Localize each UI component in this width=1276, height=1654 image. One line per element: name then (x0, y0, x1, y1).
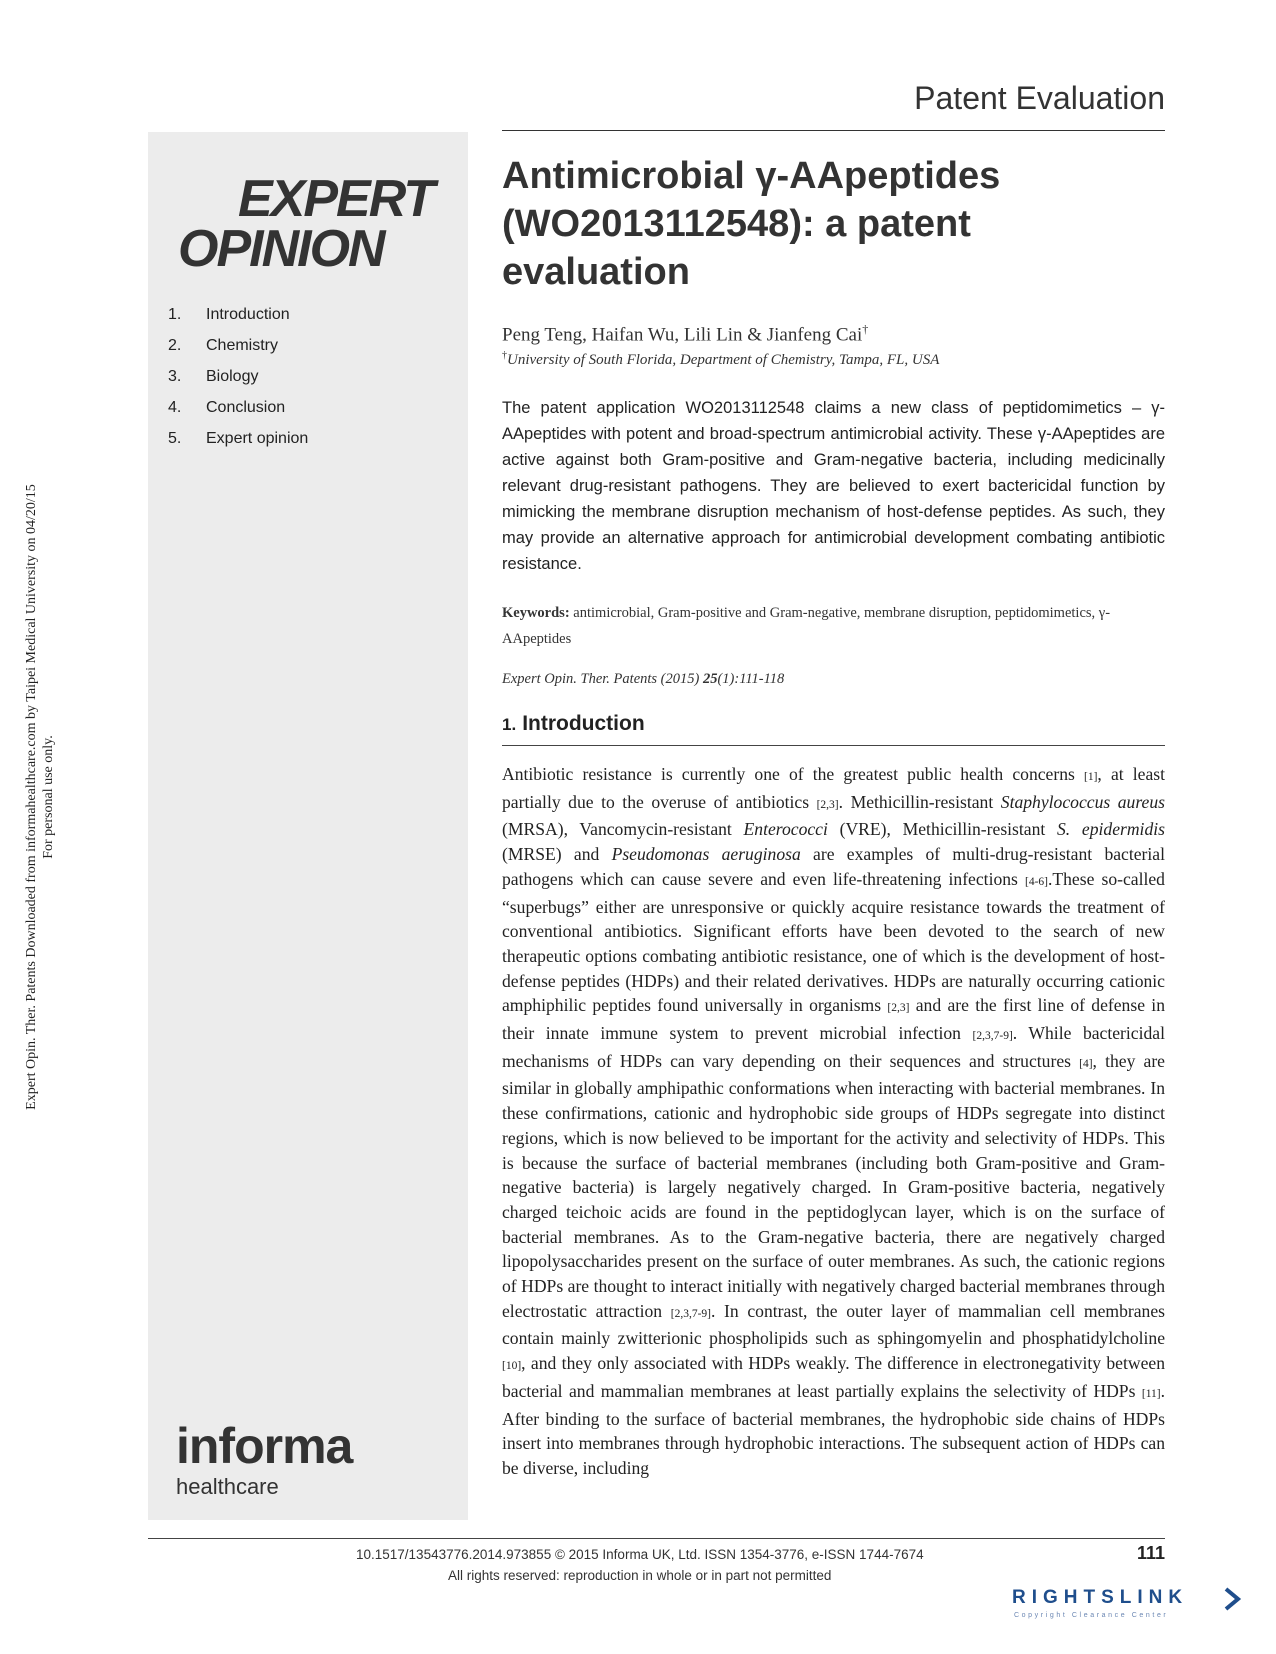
author-mark: † (862, 322, 869, 336)
body-text-segment: . While bactericidal mechanisms of HDPs can vary depending on their sequences and structures (502, 1023, 1165, 1071)
body-text-segment: (MRSA), Vancomycin-resistant (502, 819, 744, 840)
toc-item-introduction[interactable] (168, 306, 308, 337)
header-rule (502, 130, 1165, 131)
brand-line-2: OPINION (178, 220, 384, 278)
rightslink-arrow-icon (1226, 1589, 1238, 1609)
body-text-segment: . After binding to the surface of bacterial membranes, the hydrophobic side chains of HDPs insert into membranes through hydrophobic interactions. The subsequent action of HDPs can be diverse, including (502, 1380, 1165, 1478)
download-watermark (23, 417, 57, 1177)
body-text-segment: , at least partially due to the overuse of antibiotics (502, 764, 1165, 812)
section-label: Patent Evaluation (914, 80, 1165, 116)
keywords-label: Keywords: (502, 605, 570, 621)
watermark-line-2: For personal use only. (41, 735, 56, 859)
article-title: Antimicrobial γ-AApeptides (WO2013112548): a patent evaluation (502, 155, 1001, 293)
toc-label: Biology (206, 368, 259, 385)
species-name: Enterococci (743, 819, 828, 840)
keywords (502, 600, 1165, 652)
toc-label: Chemistry (206, 337, 279, 354)
body-text-segment: Antibiotic resistance is currently one of the greatest public health concerns (502, 764, 1084, 784)
publisher-name: informa (176, 1418, 353, 1474)
footer-rights: All rights reserved: reproduction in whole or in part not permitted (448, 1568, 832, 1583)
toc-item-chemistry[interactable] (168, 337, 308, 368)
sidebar (148, 132, 468, 1520)
rightslink-sub: Copyright Clearance Center (1014, 1612, 1169, 1619)
toc-number: 3. (168, 368, 182, 385)
body-text-segment: (MRSE) and (502, 844, 612, 865)
body-text-segment: .These so-called “superbugs” either are unresponsive or quickly acquire resistance towards the treatment of conventional antibiotics. Significant efforts have been devoted to the search of new therapeutic options combating antibiotic resistance, one of which is the development of host-defense peptides (HDPs) and their related derivatives. HDPs are naturally occurring cationic amphiphilic peptides found universally in organisms (502, 868, 1165, 1016)
species-name: Staphylococcus aureus (1000, 791, 1165, 812)
affiliation-text: University of South Florida, Department of Chemistry, Tampa, FL, USA (507, 352, 940, 368)
introduction-paragraph (502, 762, 1165, 1481)
journal-citation (502, 671, 1165, 688)
section-heading-introduction (502, 712, 1165, 736)
citation-ref[interactable]: [2,3] (816, 798, 839, 811)
body-text-segment: and are the first line of defense in their innate immune system to prevent microbial infection (502, 995, 1165, 1044)
body-text-segment: . Methicillin-resistant (838, 791, 1001, 812)
citation-ref[interactable]: [11] (1141, 1387, 1161, 1400)
citation-ref[interactable]: [10] (502, 1360, 522, 1373)
citation-ref[interactable]: [4] (1079, 1057, 1093, 1070)
footer-doi: 10.1517/13543776.2014.973855 © 2015 Informa UK, Ltd. ISSN 1354-3776, e-ISSN 1744-7674 (356, 1547, 924, 1562)
article-authors (502, 322, 1165, 346)
citation-prefix: Expert Opin. Ther. Patents (2015) (502, 671, 703, 687)
section-rule (502, 745, 1165, 746)
body-text-segment: , they are similar in globally amphipathic conformations when interacting with bacterial membranes. In these confirmations, cationic and hydrophobic side groups of HDPs segregate into distinct regions, which is now believed to be important for the activity and selectivity of HDPs. This is because the surface of bacterial membranes (including both Gram-positive and Gram-negative bacteria) is largely negatively charged. In Gram-positive bacteria, negatively charged teichoic acids are found in the peptidoglycan layer, which is on the surface of bacterial membranes. As to the Gram-negative bacteria, there are negatively charged lipopolysaccharides present on the surface of outer membranes. As such, the cationic regions of HDPs are thought to interact initially with negatively charged bacterial membranes through electrostatic attraction (502, 1050, 1165, 1321)
brand-line-1: EXPERT (238, 170, 434, 228)
section-number: 1. (502, 715, 517, 734)
toc-item-conclusion[interactable] (168, 399, 308, 430)
species-name: S. epidermidis (1057, 819, 1165, 840)
keywords-list: antimicrobial, Gram-positive and Gram-negative, membrane disruption, peptidomimetics, γ-AApeptides (502, 605, 1111, 647)
footer-rule (148, 1538, 1165, 1539)
body-text-segment: are examples of multi-drug-resistant bacterial pathogens which can cause severe and even life-threatening infections (502, 844, 1165, 889)
toc-item-expert-opinion[interactable] (168, 430, 308, 461)
toc-number: 4. (168, 399, 182, 416)
species-name: Pseudomonas aeruginosa (611, 844, 801, 865)
affiliation-mark: † (502, 350, 507, 361)
page-number: 111 (1136, 1543, 1165, 1563)
body-text-segment: . In contrast, the outer layer of mammalian cell membranes contain mainly zwitterionic phospholipids such as sphingomyelin and phosphatidylcholine (502, 1300, 1165, 1349)
watermark-line-1: Expert Opin. Ther. Patents Downloaded from informahealthcare.com by Taipei Medical University on 04/20/15 (24, 484, 39, 1110)
citation-ref[interactable]: [2,3,7-9] (972, 1030, 1013, 1043)
toc-number: 1. (168, 306, 182, 323)
journal-brand-logo (178, 170, 434, 278)
toc-number: 2. (168, 337, 182, 354)
author-names: Peng Teng, Haifan Wu, Lili Lin & Jianfeng Cai (502, 324, 863, 346)
section-title: Introduction (522, 712, 645, 735)
citation-ref[interactable]: [2,3] (887, 1002, 910, 1015)
toc-number: 5. (168, 430, 182, 447)
citation-ref[interactable]: [4-6] (1024, 875, 1048, 888)
abstract: The patent application WO2013112548 claims a new class of peptidomimetics – γ-AApeptides with potent and broad-spectrum antimicrobial activity. These γ-AApeptides are active against both Gram-positive and Gram-negative bacteria, including medicinally relevant drug-resistant pathogens. They are believed to exert bactericidal function by mimicking the membrane disruption mechanism of host-defense peptides. As such, they may provide an alternative approach for antimicrobial development combating antibiotic resistance. (502, 399, 1165, 573)
rightslink-logo[interactable] (1012, 1575, 1252, 1623)
toc-item-biology[interactable] (168, 368, 308, 399)
citation-ref[interactable]: [1] (1084, 771, 1098, 783)
publisher-logo (176, 1420, 352, 1500)
author-affiliation (502, 350, 1165, 369)
body-text-segment: (VRE), Methicillin-resistant (827, 819, 1057, 840)
toc-label: Conclusion (206, 399, 286, 416)
toc-label: Expert opinion (206, 430, 309, 447)
citation-ref[interactable]: [2,3,7-9] (670, 1307, 711, 1320)
citation-suffix: (1):111-118 (717, 671, 785, 687)
table-of-contents (168, 306, 308, 461)
publisher-sub: healthcare (176, 1474, 279, 1499)
toc-label: Introduction (206, 306, 290, 323)
citation-volume: 25 (702, 671, 718, 687)
rightslink-text: RIGHTSLINK (1012, 1587, 1189, 1608)
body-text-segment: , and they only associated with HDPs weakly. The difference in electronegativity between bacterial and mammalian membranes at least partially explains the selectivity of HDPs (502, 1353, 1165, 1401)
